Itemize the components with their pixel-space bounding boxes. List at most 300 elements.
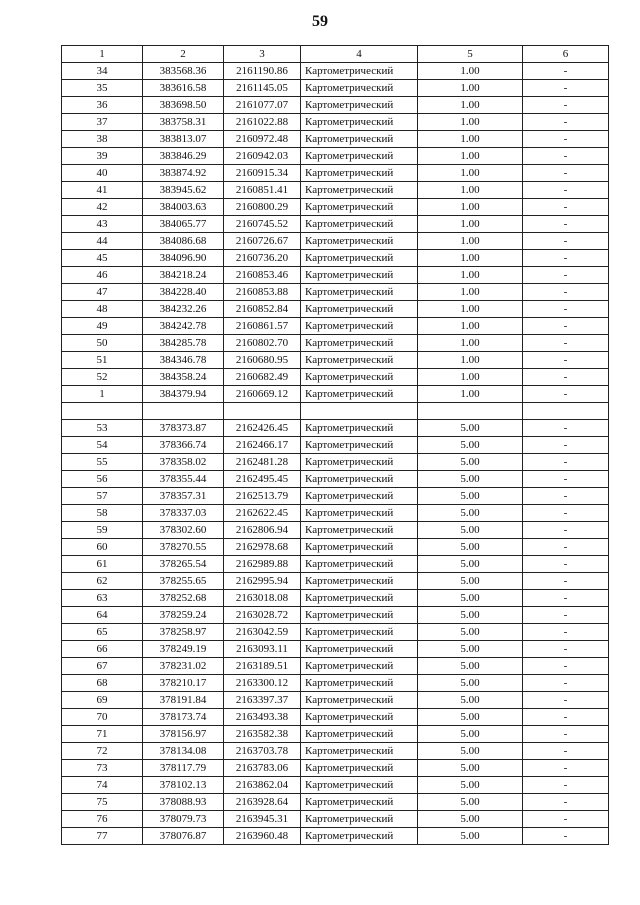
x-coordinate-cell: 384232.26 (143, 301, 224, 318)
method-cell: Картометрический (301, 233, 418, 250)
point-number-cell: 41 (62, 182, 143, 199)
accuracy-cell: 5.00 (418, 522, 523, 539)
point-number-cell: 65 (62, 624, 143, 641)
x-coordinate-cell: 378173.74 (143, 709, 224, 726)
coordinates-table (61, 45, 609, 845)
accuracy-cell: 5.00 (418, 488, 523, 505)
accuracy-cell: 5.00 (418, 709, 523, 726)
note-cell: - (523, 590, 609, 607)
x-coordinate-cell: 378076.87 (143, 828, 224, 845)
x-coordinate-cell: 383568.36 (143, 63, 224, 80)
y-coordinate-cell: 2160680.95 (224, 352, 301, 369)
method-cell: Картометрический (301, 182, 418, 199)
method-cell: Картометрический (301, 131, 418, 148)
point-number-cell: 69 (62, 692, 143, 709)
point-number-cell: 39 (62, 148, 143, 165)
note-cell: - (523, 165, 609, 182)
note-cell: - (523, 63, 609, 80)
table-row (62, 148, 609, 165)
method-cell: Картометрический (301, 709, 418, 726)
x-coordinate-cell: 384218.24 (143, 267, 224, 284)
note-cell: - (523, 726, 609, 743)
method-cell (301, 403, 418, 420)
table-row (62, 828, 609, 845)
point-number-cell: 36 (62, 97, 143, 114)
table-row (62, 454, 609, 471)
table-row (62, 777, 609, 794)
accuracy-cell: 5.00 (418, 471, 523, 488)
point-number-cell: 68 (62, 675, 143, 692)
method-cell: Картометрический (301, 794, 418, 811)
point-number-cell: 49 (62, 318, 143, 335)
x-coordinate-cell: 383698.50 (143, 97, 224, 114)
x-coordinate-cell (143, 403, 224, 420)
note-cell: - (523, 437, 609, 454)
x-coordinate-cell: 384285.78 (143, 335, 224, 352)
x-coordinate-cell: 384346.78 (143, 352, 224, 369)
method-cell: Картометрический (301, 590, 418, 607)
accuracy-cell: 1.00 (418, 318, 523, 335)
accuracy-cell: 1.00 (418, 267, 523, 284)
point-number-cell: 73 (62, 760, 143, 777)
y-coordinate-cell: 2160915.34 (224, 165, 301, 182)
table-row (62, 658, 609, 675)
note-cell: - (523, 522, 609, 539)
x-coordinate-cell: 378249.19 (143, 641, 224, 658)
note-cell: - (523, 658, 609, 675)
note-cell: - (523, 556, 609, 573)
table-row (62, 675, 609, 692)
y-coordinate-cell: 2163960.48 (224, 828, 301, 845)
accuracy-cell: 5.00 (418, 743, 523, 760)
accuracy-cell: 5.00 (418, 556, 523, 573)
point-number-cell: 45 (62, 250, 143, 267)
accuracy-cell: 1.00 (418, 352, 523, 369)
point-number-cell: 44 (62, 233, 143, 250)
method-cell: Картометрический (301, 250, 418, 267)
point-number-cell: 63 (62, 590, 143, 607)
note-cell: - (523, 80, 609, 97)
point-number-cell: 53 (62, 420, 143, 437)
table-row (62, 63, 609, 80)
accuracy-cell: 1.00 (418, 80, 523, 97)
y-coordinate-cell: 2162513.79 (224, 488, 301, 505)
method-cell: Картометрический (301, 437, 418, 454)
point-number-cell: 67 (62, 658, 143, 675)
method-cell: Картометрический (301, 335, 418, 352)
note-cell: - (523, 471, 609, 488)
y-coordinate-cell: 2160851.41 (224, 182, 301, 199)
table-row (62, 624, 609, 641)
y-coordinate-cell: 2162426.45 (224, 420, 301, 437)
x-coordinate-cell: 378088.93 (143, 794, 224, 811)
note-cell: - (523, 420, 609, 437)
x-coordinate-cell: 383945.62 (143, 182, 224, 199)
accuracy-cell: 5.00 (418, 624, 523, 641)
y-coordinate-cell: 2163189.51 (224, 658, 301, 675)
note-cell: - (523, 267, 609, 284)
note-cell: - (523, 505, 609, 522)
point-number-cell: 72 (62, 743, 143, 760)
table-row (62, 522, 609, 539)
table-row (62, 250, 609, 267)
point-number-cell: 71 (62, 726, 143, 743)
table-row (62, 369, 609, 386)
point-number-cell: 58 (62, 505, 143, 522)
note-cell: - (523, 573, 609, 590)
accuracy-cell: 5.00 (418, 573, 523, 590)
header-cell-4: 4 (301, 46, 418, 63)
y-coordinate-cell: 2163582.38 (224, 726, 301, 743)
y-coordinate-cell: 2163703.78 (224, 743, 301, 760)
accuracy-cell: 5.00 (418, 692, 523, 709)
note-cell: - (523, 352, 609, 369)
y-coordinate-cell: 2161022.88 (224, 114, 301, 131)
method-cell: Картометрический (301, 760, 418, 777)
x-coordinate-cell: 378337.03 (143, 505, 224, 522)
note-cell: - (523, 743, 609, 760)
method-cell: Картометрический (301, 777, 418, 794)
x-coordinate-cell: 378102.13 (143, 777, 224, 794)
accuracy-cell: 5.00 (418, 726, 523, 743)
x-coordinate-cell: 384086.68 (143, 233, 224, 250)
table-row (62, 573, 609, 590)
x-coordinate-cell: 383874.92 (143, 165, 224, 182)
method-cell: Картометрический (301, 488, 418, 505)
table-row (62, 301, 609, 318)
note-cell: - (523, 233, 609, 250)
y-coordinate-cell: 2160726.67 (224, 233, 301, 250)
note-cell: - (523, 794, 609, 811)
point-number-cell: 74 (62, 777, 143, 794)
accuracy-cell: 1.00 (418, 216, 523, 233)
accuracy-cell: 1.00 (418, 386, 523, 403)
note-cell: - (523, 709, 609, 726)
note-cell (523, 403, 609, 420)
accuracy-cell: 1.00 (418, 131, 523, 148)
y-coordinate-cell: 2162978.68 (224, 539, 301, 556)
accuracy-cell: 5.00 (418, 658, 523, 675)
x-coordinate-cell: 378265.54 (143, 556, 224, 573)
x-coordinate-cell: 383813.07 (143, 131, 224, 148)
x-coordinate-cell: 378355.44 (143, 471, 224, 488)
y-coordinate-cell: 2162806.94 (224, 522, 301, 539)
x-coordinate-cell: 384358.24 (143, 369, 224, 386)
note-cell: - (523, 250, 609, 267)
table-row (62, 420, 609, 437)
note-cell: - (523, 318, 609, 335)
method-cell: Картометрический (301, 63, 418, 80)
method-cell: Картометрический (301, 539, 418, 556)
x-coordinate-cell: 378270.55 (143, 539, 224, 556)
x-coordinate-cell: 383616.58 (143, 80, 224, 97)
point-number-cell: 59 (62, 522, 143, 539)
accuracy-cell (418, 403, 523, 420)
y-coordinate-cell: 2161190.86 (224, 63, 301, 80)
accuracy-cell: 5.00 (418, 675, 523, 692)
note-cell: - (523, 624, 609, 641)
x-coordinate-cell: 378117.79 (143, 760, 224, 777)
note-cell: - (523, 777, 609, 794)
table-row (62, 760, 609, 777)
accuracy-cell: 5.00 (418, 607, 523, 624)
method-cell: Картометрический (301, 369, 418, 386)
method-cell: Картометрический (301, 726, 418, 743)
x-coordinate-cell: 378079.73 (143, 811, 224, 828)
point-number-cell: 50 (62, 335, 143, 352)
table-row (62, 131, 609, 148)
note-cell: - (523, 386, 609, 403)
header-cell-6: 6 (523, 46, 609, 63)
accuracy-cell: 1.00 (418, 369, 523, 386)
method-cell: Картометрический (301, 743, 418, 760)
y-coordinate-cell: 2160852.84 (224, 301, 301, 318)
table-row (62, 539, 609, 556)
y-coordinate-cell: 2160972.48 (224, 131, 301, 148)
y-coordinate-cell: 2162622.45 (224, 505, 301, 522)
accuracy-cell: 5.00 (418, 420, 523, 437)
table-row (62, 165, 609, 182)
y-coordinate-cell: 2163397.37 (224, 692, 301, 709)
accuracy-cell: 1.00 (418, 165, 523, 182)
x-coordinate-cell: 378231.02 (143, 658, 224, 675)
point-number-cell: 1 (62, 386, 143, 403)
accuracy-cell: 1.00 (418, 301, 523, 318)
table-row (62, 726, 609, 743)
note-cell: - (523, 828, 609, 845)
table-row (62, 556, 609, 573)
method-cell: Картометрический (301, 420, 418, 437)
point-number-cell: 64 (62, 607, 143, 624)
method-cell: Картометрический (301, 216, 418, 233)
point-number-cell: 56 (62, 471, 143, 488)
accuracy-cell: 1.00 (418, 148, 523, 165)
table-row (62, 335, 609, 352)
y-coordinate-cell: 2163028.72 (224, 607, 301, 624)
y-coordinate-cell: 2161145.05 (224, 80, 301, 97)
point-number-cell: 66 (62, 641, 143, 658)
y-coordinate-cell: 2163018.08 (224, 590, 301, 607)
accuracy-cell: 1.00 (418, 199, 523, 216)
y-coordinate-cell: 2163928.64 (224, 794, 301, 811)
accuracy-cell: 1.00 (418, 114, 523, 131)
method-cell: Картометрический (301, 828, 418, 845)
note-cell: - (523, 454, 609, 471)
table-row (62, 692, 609, 709)
table-row (62, 216, 609, 233)
point-number-cell: 51 (62, 352, 143, 369)
note-cell: - (523, 760, 609, 777)
x-coordinate-cell: 378366.74 (143, 437, 224, 454)
point-number-cell: 76 (62, 811, 143, 828)
table-row (62, 97, 609, 114)
header-cell-1: 1 (62, 46, 143, 63)
header-row (62, 46, 609, 63)
y-coordinate-cell: 2163093.11 (224, 641, 301, 658)
note-cell: - (523, 301, 609, 318)
method-cell: Картометрический (301, 454, 418, 471)
y-coordinate-cell: 2163783.06 (224, 760, 301, 777)
point-number-cell: 42 (62, 199, 143, 216)
header-cell-5: 5 (418, 46, 523, 63)
note-cell: - (523, 131, 609, 148)
point-number-cell: 75 (62, 794, 143, 811)
point-number-cell: 55 (62, 454, 143, 471)
point-number-cell: 62 (62, 573, 143, 590)
method-cell: Картометрический (301, 318, 418, 335)
y-coordinate-cell: 2160682.49 (224, 369, 301, 386)
y-coordinate-cell: 2160800.29 (224, 199, 301, 216)
note-cell: - (523, 369, 609, 386)
point-number-cell: 60 (62, 539, 143, 556)
accuracy-cell: 1.00 (418, 233, 523, 250)
page-number: 59 (312, 13, 328, 30)
table-row (62, 607, 609, 624)
method-cell: Картометрический (301, 284, 418, 301)
y-coordinate-cell: 2161077.07 (224, 97, 301, 114)
accuracy-cell: 5.00 (418, 777, 523, 794)
table-row (62, 743, 609, 760)
method-cell: Картометрический (301, 573, 418, 590)
table-row (62, 505, 609, 522)
accuracy-cell: 5.00 (418, 794, 523, 811)
point-number-cell: 34 (62, 63, 143, 80)
note-cell: - (523, 114, 609, 131)
accuracy-cell: 5.00 (418, 539, 523, 556)
y-coordinate-cell: 2163042.59 (224, 624, 301, 641)
note-cell: - (523, 97, 609, 114)
point-number-cell: 43 (62, 216, 143, 233)
x-coordinate-cell: 378156.97 (143, 726, 224, 743)
x-coordinate-cell: 378373.87 (143, 420, 224, 437)
point-number-cell: 48 (62, 301, 143, 318)
x-coordinate-cell: 378252.68 (143, 590, 224, 607)
accuracy-cell: 5.00 (418, 828, 523, 845)
method-cell: Картометрический (301, 471, 418, 488)
method-cell: Картометрический (301, 199, 418, 216)
x-coordinate-cell: 378255.65 (143, 573, 224, 590)
header-cell-2: 2 (143, 46, 224, 63)
accuracy-cell: 1.00 (418, 182, 523, 199)
method-cell: Картометрический (301, 114, 418, 131)
point-number-cell: 38 (62, 131, 143, 148)
y-coordinate-cell: 2160861.57 (224, 318, 301, 335)
point-number-cell: 40 (62, 165, 143, 182)
x-coordinate-cell: 384065.77 (143, 216, 224, 233)
x-coordinate-cell: 384242.78 (143, 318, 224, 335)
point-number-cell: 46 (62, 267, 143, 284)
y-coordinate-cell: 2163493.38 (224, 709, 301, 726)
accuracy-cell: 5.00 (418, 505, 523, 522)
point-number-cell: 77 (62, 828, 143, 845)
y-coordinate-cell: 2160736.20 (224, 250, 301, 267)
note-cell: - (523, 182, 609, 199)
y-coordinate-cell: 2163862.04 (224, 777, 301, 794)
method-cell: Картометрический (301, 165, 418, 182)
note-cell: - (523, 607, 609, 624)
note-cell: - (523, 539, 609, 556)
table-row (62, 267, 609, 284)
x-coordinate-cell: 378358.02 (143, 454, 224, 471)
accuracy-cell: 1.00 (418, 250, 523, 267)
method-cell: Картометрический (301, 607, 418, 624)
table-row (62, 80, 609, 97)
accuracy-cell: 1.00 (418, 335, 523, 352)
method-cell: Картометрический (301, 80, 418, 97)
x-coordinate-cell: 384228.40 (143, 284, 224, 301)
x-coordinate-cell: 384379.94 (143, 386, 224, 403)
y-coordinate-cell: 2162466.17 (224, 437, 301, 454)
x-coordinate-cell: 378357.31 (143, 488, 224, 505)
y-coordinate-cell: 2160853.46 (224, 267, 301, 284)
point-number-cell: 37 (62, 114, 143, 131)
y-coordinate-cell: 2160669.12 (224, 386, 301, 403)
note-cell: - (523, 675, 609, 692)
y-coordinate-cell (224, 403, 301, 420)
y-coordinate-cell: 2162495.45 (224, 471, 301, 488)
note-cell: - (523, 335, 609, 352)
table-body (62, 63, 609, 845)
accuracy-cell: 5.00 (418, 590, 523, 607)
point-number-cell: 47 (62, 284, 143, 301)
accuracy-cell: 5.00 (418, 437, 523, 454)
table-row (62, 114, 609, 131)
accuracy-cell: 5.00 (418, 811, 523, 828)
y-coordinate-cell: 2162989.88 (224, 556, 301, 573)
header-cell-3: 3 (224, 46, 301, 63)
table-row (62, 794, 609, 811)
table-row (62, 386, 609, 403)
x-coordinate-cell: 378259.24 (143, 607, 224, 624)
x-coordinate-cell: 378191.84 (143, 692, 224, 709)
y-coordinate-cell: 2162481.28 (224, 454, 301, 471)
accuracy-cell: 5.00 (418, 760, 523, 777)
note-cell: - (523, 148, 609, 165)
note-cell: - (523, 811, 609, 828)
y-coordinate-cell: 2163945.31 (224, 811, 301, 828)
table-row (62, 471, 609, 488)
table-row (62, 811, 609, 828)
y-coordinate-cell: 2160853.88 (224, 284, 301, 301)
accuracy-cell: 1.00 (418, 284, 523, 301)
accuracy-cell: 5.00 (418, 641, 523, 658)
note-cell: - (523, 641, 609, 658)
table-row (62, 318, 609, 335)
method-cell: Картометрический (301, 811, 418, 828)
y-coordinate-cell: 2160802.70 (224, 335, 301, 352)
table-row (62, 233, 609, 250)
point-number-cell: 52 (62, 369, 143, 386)
point-number-cell: 61 (62, 556, 143, 573)
accuracy-cell: 5.00 (418, 454, 523, 471)
point-number-cell: 54 (62, 437, 143, 454)
method-cell: Картометрический (301, 624, 418, 641)
note-cell: - (523, 284, 609, 301)
method-cell: Картометрический (301, 522, 418, 539)
method-cell: Картометрический (301, 692, 418, 709)
point-number-cell: 57 (62, 488, 143, 505)
point-number-cell (62, 403, 143, 420)
method-cell: Картометрический (301, 675, 418, 692)
table-row (62, 590, 609, 607)
table-row (62, 403, 609, 420)
x-coordinate-cell: 378258.97 (143, 624, 224, 641)
table-header (62, 46, 609, 63)
method-cell: Картометрический (301, 267, 418, 284)
table-row (62, 709, 609, 726)
x-coordinate-cell: 384096.90 (143, 250, 224, 267)
x-coordinate-cell: 378210.17 (143, 675, 224, 692)
